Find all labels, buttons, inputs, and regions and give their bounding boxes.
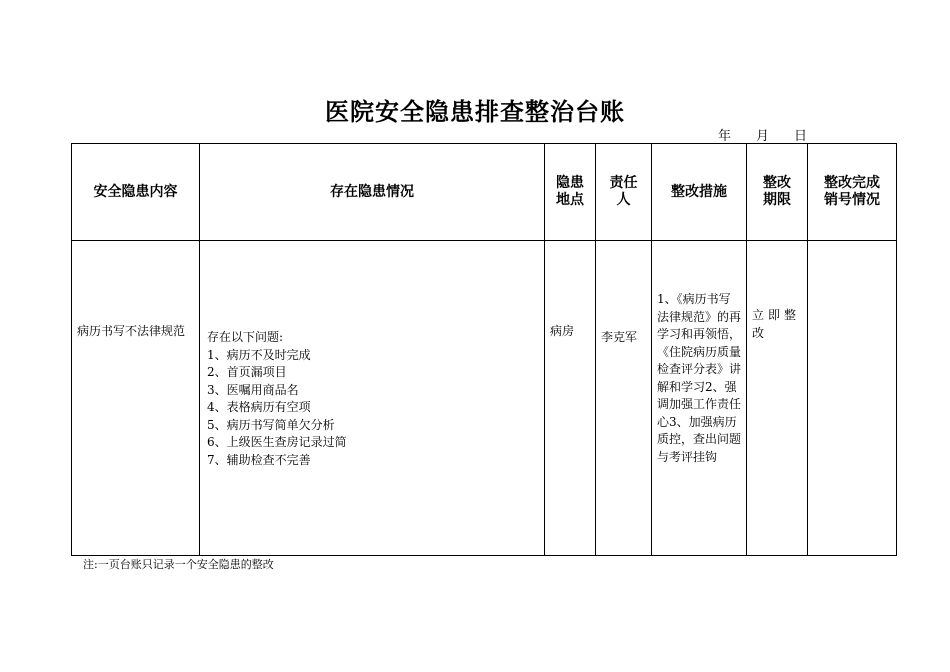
cell-completion-status — [808, 241, 897, 556]
cell-rectification-deadline: 立即整改 — [747, 241, 808, 556]
cell-rectification-measures: 1、《病历书写法律规范》的再学习和再领悟，《住院病历质量检查评分表》讲解和学习2、强调加强工作责任心3、加强病历质控，查出问题与考评挂钩 — [652, 241, 747, 556]
footnote: 注:一页台账只记录一个安全隐患的整改 — [83, 558, 274, 571]
situation-line: 存在以下问题: — [207, 330, 284, 344]
header-rectification-deadline: 整改 期限 — [747, 144, 808, 241]
table-header-row — [72, 144, 897, 241]
cell-responsible-person: 李克军 — [596, 241, 652, 556]
cell-hazard-content: 病历书写不法律规范 — [72, 241, 200, 556]
page-title: 医院安全隐患排查整治台账 — [325, 97, 625, 126]
date-month-label: 月 — [756, 129, 770, 144]
situation-line: 4、表格病历有空项 — [207, 400, 311, 414]
header-hazard-place: 隐患 地点 — [545, 144, 596, 241]
date-day-label: 日 — [794, 129, 808, 144]
hazard-ledger-table — [71, 143, 897, 556]
situation-line: 5、病历书写简单欠分析 — [207, 417, 335, 432]
header-hazard-situation: 存在隐患情况 — [200, 144, 545, 241]
cell-hazard-place: 病房 — [545, 241, 596, 556]
situation-line: 1、病历不及时完成 — [207, 347, 311, 362]
situation-line: 6、上级医生查房记录过简 — [207, 435, 347, 449]
situation-line: 2、首页漏项目 — [207, 365, 287, 379]
date-line — [718, 125, 807, 144]
header-hazard-content: 安全隐患内容 — [72, 144, 200, 241]
situation-line: 3、医嘱用商品名 — [207, 382, 299, 397]
header-responsible-person: 责任 人 — [596, 144, 652, 241]
date-year-label: 年 — [718, 129, 732, 144]
table-row — [72, 241, 897, 556]
header-completion-status: 整改完成 销号情况 — [808, 144, 897, 241]
situation-line: 7、辅助检查不完善 — [207, 452, 311, 467]
cell-hazard-situation — [200, 241, 545, 556]
header-rectification-measures: 整改措施 — [652, 144, 747, 241]
